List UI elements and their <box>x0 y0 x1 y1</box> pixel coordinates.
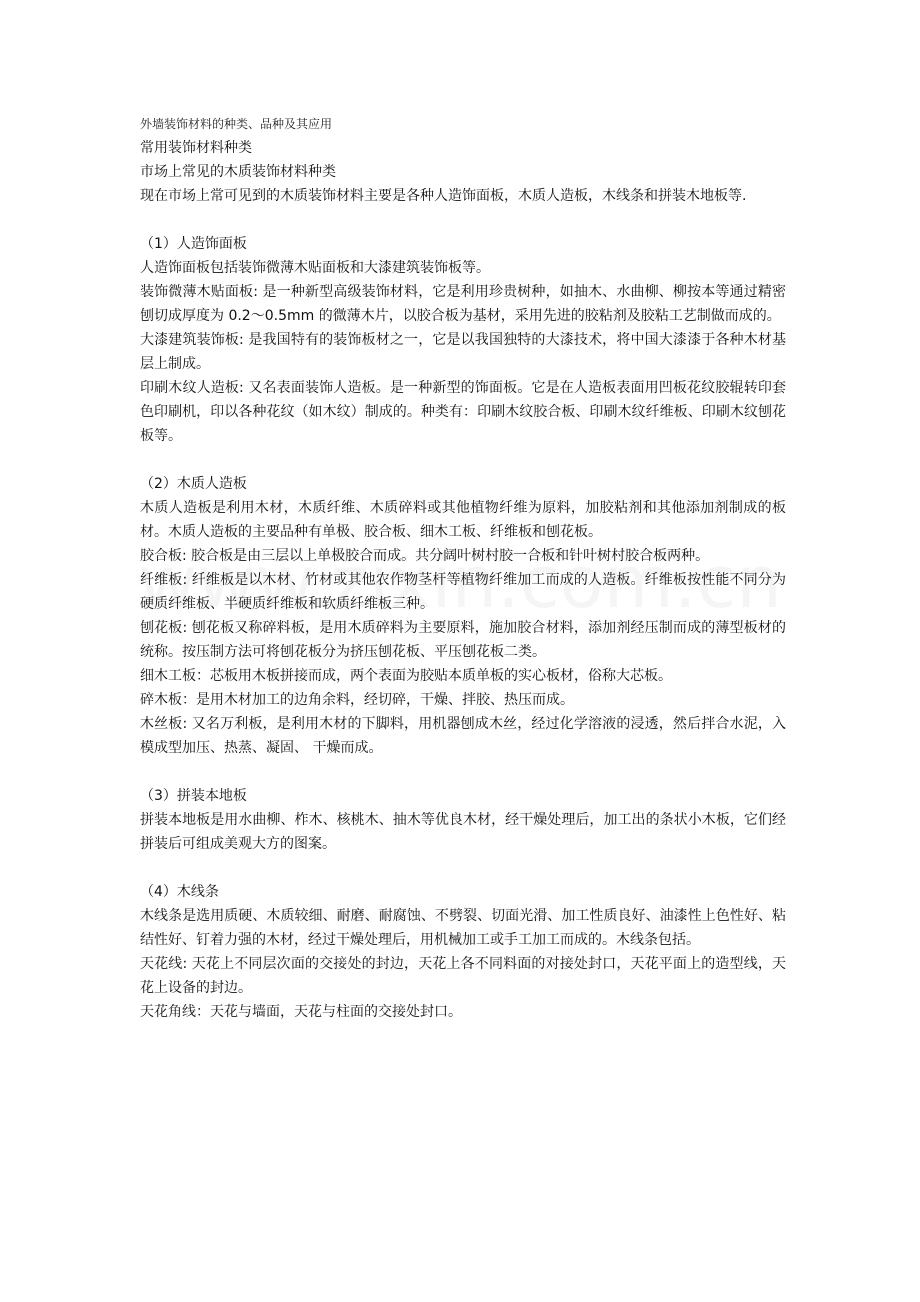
spacer <box>140 760 786 784</box>
section-4-title: （4）木线条 <box>140 884 219 900</box>
document-title: 外墙装饰材料的种类、品种及其应用 <box>140 117 333 131</box>
section-3-paragraph: 拼装本地板是用水曲柳、柞木、核桃木、抽木等优良木材，经干燥处理后，加工出的条状小木板，它们经拼装后可组成美观大方的图案。 <box>140 812 786 852</box>
section-2-paragraph: 细木工板：芯板用木板拼接而成，两个表面为胶贴本质单板的实心板材，俗称大芯板。 <box>140 668 672 684</box>
section-1-paragraph: 人造饰面板包括装饰微薄木贴面板和大漆建筑装饰板等。 <box>140 260 490 276</box>
spacer <box>140 856 786 880</box>
spacer <box>140 208 786 232</box>
heading-common-materials: 常用装饰材料种类 <box>140 140 252 156</box>
heading-wood-materials: 市场上常见的木质装饰材料种类 <box>140 164 336 180</box>
section-1-paragraph: 印刷木纹人造板: 又名表面装饰人造板。是一种新型的饰面板。它是在人造板表面用凹板花纹胶辊转印套色印刷机，印以各种花纹（如木纹）制成的。种类有：印刷木纹胶合板、印刷木纹纤维板、印刷木纹刨花板等。 <box>140 380 786 444</box>
section-4-paragraph: 天花线: 天花上不同层次面的交接处的封边，天花上各不同料面的对接处封口，天花平面上的造型线，天花上设备的封边。 <box>140 956 786 996</box>
section-4-paragraph: 木线条是选用质硬、木质较细、耐磨、耐腐蚀、不劈裂、切面光滑、加工性质良好、油漆性上色性好、粘结性好、钉着力强的木材，经过干燥处理后，用机械加工或手工加工而成的。木线条包括。 <box>140 908 786 948</box>
section-1-paragraph: 装饰微薄木贴面板: 是一种新型高级装饰材料，它是利用珍贵树种，如抽木、水曲柳、柳按本等通过精密刨切成厚度为 0.2～0.5mm 的微薄木片，以胶合板为基材，采用先进的胶粘剂及胶粘工艺制做而成的。 <box>140 284 786 324</box>
section-2-paragraph: 胶合板: 胶合板是由三层以上单极胶合而成。共分阔叶树村胶一合板和针叶树村胶合板两种。 <box>140 548 710 564</box>
section-2-paragraph: 木丝板: 又名万利板，是利用木材的下脚料，用机器刨成木丝，经过化学溶液的浸透，然后拌合水泥，入模成型加压、热蒸、凝固、 干燥而成。 <box>140 716 786 756</box>
section-4-paragraph: 天花角线：天花与墙面，天花与柱面的交接处封口。 <box>140 1004 462 1020</box>
section-2-paragraph: 木质人造板是利用木材，木质纤维、木质碎料或其他植物纤维为原料，加胶粘剂和其他添加剂制成的板材。木质人造板的主要品种有单极、胶合板、细木工板、纤维板和刨花板。 <box>140 500 786 540</box>
section-1-title: （1）人造饰面板 <box>140 236 247 252</box>
section-2-title: （2）木质人造板 <box>140 476 247 492</box>
section-2-paragraph: 刨花板: 刨花板又称碎料板，是用木质碎料为主要原料，施加胶合材料，添加剂经压制而成的薄型板材的统称。按压制方法可将刨花板分为挤压刨花板、平压刨花板二类。 <box>140 620 786 660</box>
intro-paragraph: 现在市场上常可见到的木质装饰材料主要是各种人造饰面板，木质人造板，木线条和拼装木地板等. <box>140 188 747 204</box>
spacer <box>140 448 786 472</box>
section-1-paragraph: 大漆建筑装饰板: 是我国特有的装饰板材之一，它是以我国独特的大漆技术，将中国大漆漆于各种木材基层上制成。 <box>140 332 786 372</box>
document-body <box>140 114 786 1024</box>
section-2-paragraph: 纤维板: 纤维板是以木材、竹材或其他农作物茎杆等植物纤维加工而成的人造板。纤维板按性能不同分为硬质纤维板、半硬质纤维板和软质纤维板三种。 <box>140 572 786 612</box>
section-3-title: （3）拼装本地板 <box>140 788 247 804</box>
section-2-paragraph: 碎木板：是用木材加工的边角余料，经切碎，干燥、拌胶、热压而成。 <box>140 692 574 708</box>
